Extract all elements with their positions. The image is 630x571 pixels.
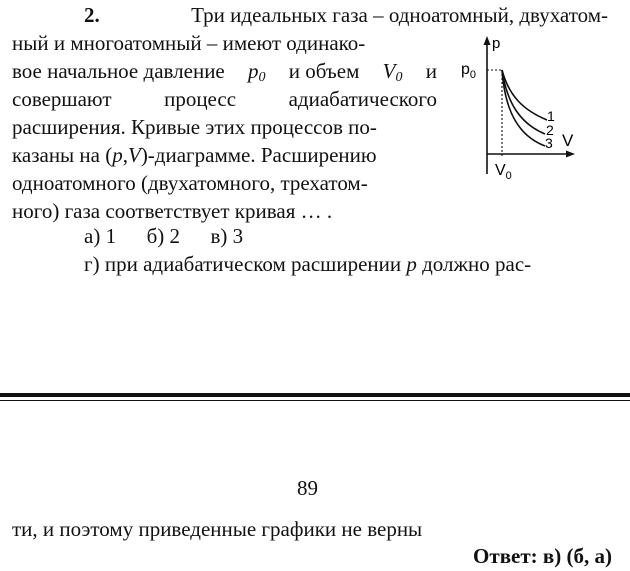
pv-diagram <box>455 34 590 184</box>
problem-line-2 <box>12 30 437 57</box>
continuation-line: ти, и поэтому приведенные графики не верны <box>12 517 423 541</box>
problem-line-5 <box>12 114 377 141</box>
option-g-suffix: должно рас- <box>422 252 532 276</box>
curve-3-label: 3 <box>545 135 553 151</box>
separator-thick <box>0 393 630 397</box>
problem-line-8-text: ного) газа соответствует кривая … . <box>12 199 333 223</box>
curve-3 <box>502 70 545 146</box>
option-v: в) 3 <box>210 224 244 248</box>
v0-symbol: $V_0$ <box>382 59 403 85</box>
problem-line-7 <box>12 170 368 197</box>
problem-number: 2. <box>84 3 100 27</box>
axis-y-label: p <box>492 35 501 52</box>
curve-1-label: 1 <box>547 108 555 124</box>
problem-line-1 <box>84 2 608 29</box>
problem-line-3-mid: и объем <box>288 59 360 83</box>
option-g-p-symbol: p <box>406 252 417 276</box>
y-axis-arrow-icon <box>484 36 491 45</box>
problem-line-6-suffix: )-диаграмме. Расширению <box>140 143 377 167</box>
problem-line-7-text: одноатомного (двухатомного, трехатом- <box>12 171 368 195</box>
answer-options <box>84 223 243 250</box>
curve-2 <box>502 70 545 134</box>
page-number: 89 <box>297 476 318 500</box>
problem-line-3-prefix: вое начальное давление <box>12 59 225 83</box>
pv-comma: , <box>122 143 128 167</box>
option-a: а) 1 <box>84 224 117 248</box>
v0-label: $V_0$ <box>495 162 512 182</box>
pv-p-symbol: p <box>112 143 123 167</box>
axis-x-label: V <box>562 131 574 150</box>
problem-line-2-text: ный и многоатомный – имеют одинако- <box>12 31 366 55</box>
problem-line-6-prefix: казаны на ( <box>12 143 113 167</box>
p0-label: $p_0$ <box>461 61 477 81</box>
pv-v-symbol: V <box>127 143 141 167</box>
problem-line-5-text: расширения. Кривые этих процессов по- <box>12 115 377 139</box>
option-g <box>84 251 531 278</box>
problem-line-1-text: Три идеальных газа – одноатомный, двухатом- <box>191 3 608 27</box>
problem-line-3-suffix: и <box>425 59 437 83</box>
answer-line: Ответ: в) (б, а) <box>473 544 612 568</box>
problem-line-6 <box>12 142 377 169</box>
option-g-prefix: г) при адиабатическом расширении <box>84 252 402 276</box>
curve-2-label: 2 <box>546 122 554 138</box>
problem-line-4-text: совершают процесс адиабатического <box>12 87 437 111</box>
problem-line-4 <box>12 86 437 113</box>
separator-thin <box>0 400 630 401</box>
problem-line-8 <box>12 198 332 225</box>
p0-symbol: $p_0$ <box>248 59 266 85</box>
option-b: б) 2 <box>146 224 181 248</box>
x-axis-arrow-icon <box>566 151 575 158</box>
